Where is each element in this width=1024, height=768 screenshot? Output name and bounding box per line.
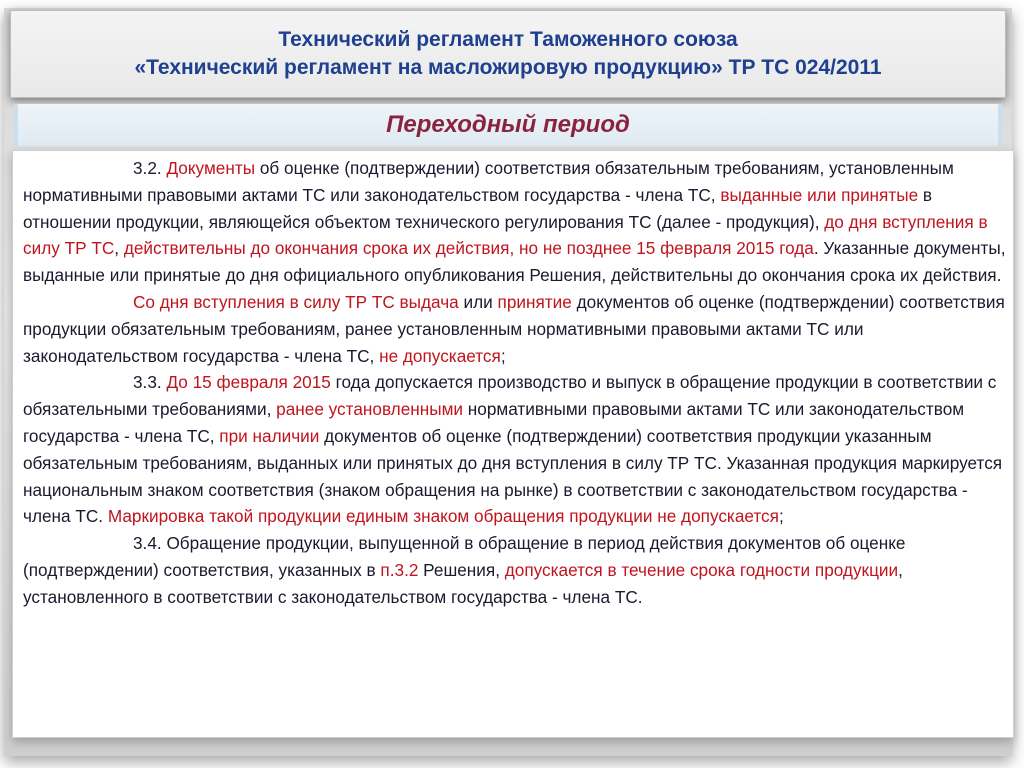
text-span: ; bbox=[778, 506, 784, 527]
highlight-span: допускается в течение срока годности продукции bbox=[504, 559, 899, 580]
paragraph-3-2-continued bbox=[23, 289, 1007, 369]
text-span: . Указанные документы, выданные или принятые до дня официального опубликования Решения, действительны до окончания срока их действия. bbox=[23, 238, 1006, 286]
text-span: Решения, bbox=[418, 559, 505, 580]
highlight-span: при наличии bbox=[219, 425, 320, 446]
highlight-span: ранее установленными bbox=[276, 399, 464, 420]
text-span: или bbox=[458, 291, 498, 312]
text-span: документов об оценке (подтверждении) соответствия продукции обязательным требованиям, ранее установленным нормативными правовыми актами ТС или законодательством государства - члена ТС, bbox=[23, 291, 1005, 366]
highlight-span: До 15 февраля 2015 bbox=[166, 372, 331, 393]
highlight-span: действительны до окончания срока их действия, но не позднее 15 февраля 2015 года bbox=[123, 238, 814, 259]
highlight-span: Маркировка такой продукции единым знаком обращения продукции не допускается bbox=[107, 506, 779, 527]
text-span: 3.3. bbox=[133, 372, 167, 393]
text-span: года допускается производство и выпуск в обращение продукции в соответствии с обязательными требованиями, bbox=[23, 372, 997, 420]
title-line-2: «Технический регламент на масложировую продукцию» ТР ТС 024/2011 bbox=[134, 56, 882, 79]
paragraph-3-2 bbox=[23, 155, 1007, 289]
text-span: об оценке (подтверждении) соответствия обязательным требованиям, установленным нормативными правовыми актами ТС или законодательством государства - члена ТС, bbox=[23, 158, 954, 205]
highlight-span: до дня вступления в силу ТР ТС bbox=[23, 211, 988, 259]
text-span: , bbox=[114, 238, 124, 259]
paragraph-3-3 bbox=[23, 369, 1007, 530]
text-span: ; bbox=[500, 345, 506, 366]
title-banner bbox=[10, 10, 1006, 98]
text-span: в отношении продукции, являющейся объектом технического регулирования ТС (далее - продукция), bbox=[23, 184, 933, 232]
subtitle-banner bbox=[14, 104, 1002, 146]
text-span: документов об оценке (подтверждении) соответствия продукции указанным обязательным требованиям, выданных или принятых до дня вступления в силу ТР ТС. Указанная продукция маркируется национальным знаком соответствия (знаком обращения на рынке) в соответствии с законодательством государства - члена ТС. bbox=[23, 425, 1003, 527]
paragraph-3-4 bbox=[23, 530, 1007, 610]
highlight-span: Со дня вступления в силу ТР ТС выдача bbox=[133, 291, 459, 312]
text-span: нормативными правовыми актами ТС или законодательством государства - члена ТС, bbox=[23, 399, 965, 446]
highlight-span: не допускается bbox=[379, 345, 501, 366]
highlight-span: Документы bbox=[166, 158, 256, 178]
text-span: , установленного в соответствии с законодательством государства - члена ТС. bbox=[23, 559, 903, 607]
highlight-span: принятие bbox=[497, 291, 572, 312]
highlight-span: выданные или принятые bbox=[720, 184, 919, 205]
text-span: 3.4. Обращение продукции, выпущенной в обращение в период действия документов об оценке (подтверждении) соответствия, указанных в bbox=[23, 533, 906, 580]
content-panel bbox=[12, 150, 1014, 738]
subtitle-text: Переходный период bbox=[386, 111, 630, 138]
text-span: 3.2. bbox=[133, 158, 167, 178]
title-line-1: Технический регламент Таможенного союза bbox=[278, 28, 738, 51]
highlight-span: п.3.2 bbox=[380, 559, 419, 580]
